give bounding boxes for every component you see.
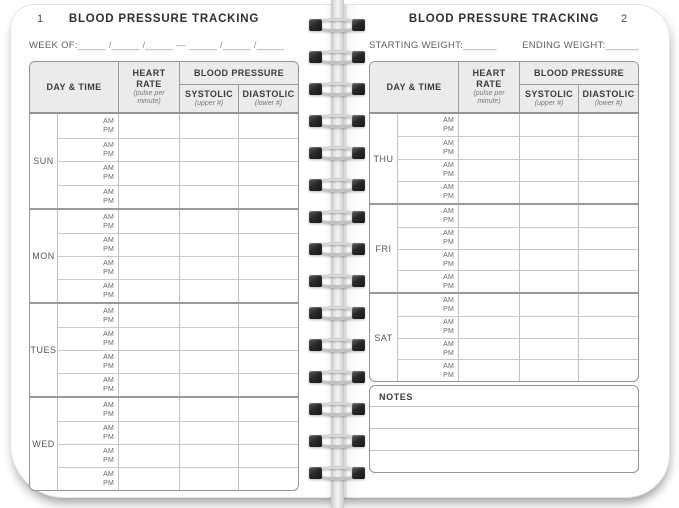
systolic-entry-cell	[519, 181, 578, 203]
day-row-mon	[30, 208, 298, 302]
punch-hole-right	[352, 339, 365, 351]
notes-lines	[370, 406, 638, 472]
ending-weight-label: ENDING WEIGHT:	[522, 40, 606, 51]
diastolic-entry-cell	[238, 467, 298, 490]
systolic-entry-cell	[519, 227, 578, 249]
ampm-time-cell	[57, 161, 118, 185]
am-label: AM	[103, 377, 114, 384]
systolic-entry-cell	[179, 444, 238, 467]
diastolic-entry-cell	[578, 159, 638, 181]
am-label: AM	[103, 117, 114, 125]
notes-ruled-line	[370, 428, 638, 450]
diastolic-entry-cell	[238, 421, 298, 444]
ampm-time-cell	[397, 316, 458, 338]
systolic-entry-cell	[519, 338, 578, 360]
ampm-time-cell	[397, 159, 458, 181]
diastolic-entry-cell	[578, 316, 638, 338]
diastolic-entry-cell	[238, 256, 298, 279]
am-label: AM	[443, 162, 454, 170]
punch-hole-left	[309, 371, 322, 383]
ampm-time-cell	[57, 279, 118, 302]
systolic-entry-cell	[179, 304, 238, 327]
day-time-label: DAY & TIME	[386, 81, 442, 92]
notes-ruled-line	[370, 406, 638, 428]
column-header-blood-pressure	[179, 62, 298, 85]
pm-label: PM	[443, 282, 454, 290]
systolic-entry-cell	[179, 279, 238, 302]
diastolic-entry-cell	[578, 359, 638, 381]
pm-label: PM	[103, 222, 114, 230]
pm-label: PM	[103, 292, 114, 299]
diastolic-entry-cell	[238, 233, 298, 256]
am-label: AM	[443, 362, 454, 370]
heart-rate-entry-cell	[118, 233, 179, 256]
column-header-diastolic	[578, 85, 638, 112]
diastolic-entry-cell	[578, 227, 638, 249]
heart-rate-entry-cell	[458, 338, 519, 360]
pm-label: PM	[443, 171, 454, 179]
table-body-left	[30, 114, 298, 490]
page-number-right: 2	[621, 13, 628, 25]
am-label: AM	[443, 230, 454, 238]
ampm-time-cell	[57, 350, 118, 373]
am-label: AM	[103, 448, 114, 455]
ampm-time-cell	[397, 181, 458, 203]
punch-hole-right	[352, 83, 365, 95]
am-label: AM	[103, 283, 114, 290]
ampm-time-cell	[57, 233, 118, 256]
diastolic-entry-cell	[238, 210, 298, 233]
day-row-wed	[30, 396, 298, 490]
spiral-coil	[309, 402, 365, 417]
systolic-sublabel: (upper #)	[534, 100, 564, 108]
heart-rate-entry-cell	[118, 256, 179, 279]
spiral-coil	[309, 18, 365, 33]
ampm-time-cell	[397, 338, 458, 360]
pm-label: PM	[103, 410, 114, 418]
am-label: AM	[443, 117, 454, 125]
pm-label: PM	[443, 328, 454, 336]
diastolic-label: DIASTOLIC	[582, 88, 635, 99]
systolic-entry-cell	[179, 233, 238, 256]
blood-pressure-label: BLOOD PRESSURE	[533, 67, 625, 78]
pm-label: PM	[103, 457, 114, 464]
punch-hole-left	[309, 83, 322, 95]
diastolic-entry-cell	[238, 327, 298, 350]
heart-rate-entry-cell	[458, 359, 519, 381]
day-label: WED	[32, 439, 55, 449]
diastolic-entry-cell	[578, 114, 638, 136]
punch-hole-right	[352, 115, 365, 127]
day-row-tues	[30, 302, 298, 396]
am-label: AM	[103, 425, 114, 432]
week-of-line	[29, 40, 299, 54]
pm-label: PM	[443, 260, 454, 268]
ampm-time-cell	[397, 294, 458, 316]
table-header	[370, 62, 638, 114]
ampm-time-cell	[57, 138, 118, 162]
diastolic-entry-cell	[578, 294, 638, 316]
ampm-time-cell	[57, 444, 118, 467]
systolic-entry-cell	[179, 210, 238, 233]
ampm-time-cell	[57, 304, 118, 327]
am-label: AM	[443, 251, 454, 259]
spiral-coil	[309, 210, 365, 225]
heart-rate-entry-cell	[458, 227, 519, 249]
pm-label: PM	[443, 193, 454, 201]
heart-rate-entry-cell	[118, 421, 179, 444]
am-label: AM	[103, 213, 114, 221]
punch-hole-left	[309, 147, 322, 159]
pm-label: PM	[103, 174, 114, 182]
diastolic-entry-cell	[238, 304, 298, 327]
diastolic-entry-cell	[578, 249, 638, 271]
diastolic-entry-cell	[238, 279, 298, 302]
page-title-right: BLOOD PRESSURE TRACKING	[408, 13, 600, 25]
diastolic-entry-cell	[238, 185, 298, 209]
systolic-entry-cell	[179, 256, 238, 279]
right-page	[341, 5, 671, 499]
spiral-coil	[309, 146, 365, 161]
diastolic-entry-cell	[578, 205, 638, 227]
pm-label: PM	[103, 316, 114, 324]
systolic-entry-cell	[179, 467, 238, 490]
heart-rate-entry-cell	[118, 467, 179, 490]
punch-hole-right	[352, 211, 365, 223]
ampm-time-cell	[397, 359, 458, 381]
heart-rate-entry-cell	[118, 350, 179, 373]
am-label: AM	[443, 296, 454, 304]
day-label: THU	[373, 153, 394, 164]
systolic-entry-cell	[179, 421, 238, 444]
am-label: AM	[443, 319, 454, 327]
ampm-time-cell	[57, 373, 118, 396]
spiral-coil	[309, 242, 365, 257]
heart-rate-label: HEART RATE	[132, 68, 166, 89]
diastolic-entry-cell	[238, 373, 298, 396]
diastolic-sublabel: (lower #)	[254, 100, 283, 108]
ending-weight-blank: ______	[605, 40, 639, 51]
ampm-time-cell	[57, 398, 118, 421]
punch-hole-right	[352, 371, 365, 383]
day-row-thu	[370, 114, 638, 203]
spiral-coil	[309, 114, 365, 129]
ampm-time-cell	[57, 256, 118, 279]
punch-hole-left	[309, 403, 322, 415]
heart-rate-label: HEART RATE	[472, 68, 506, 89]
heart-rate-entry-cell	[458, 159, 519, 181]
systolic-entry-cell	[179, 185, 238, 209]
day-row-fri	[370, 203, 638, 292]
am-label: AM	[443, 273, 454, 281]
ampm-time-cell	[397, 205, 458, 227]
punch-hole-left	[309, 179, 322, 191]
diastolic-entry-cell	[238, 398, 298, 421]
heart-rate-entry-cell	[118, 185, 179, 209]
punch-hole-left	[309, 307, 322, 319]
am-label: AM	[443, 340, 454, 348]
heart-rate-entry-cell	[118, 304, 179, 327]
blood-pressure-label: BLOOD PRESSURE	[193, 67, 285, 78]
spiral-coil	[309, 178, 365, 193]
ampm-time-cell	[57, 327, 118, 350]
ampm-time-cell	[57, 185, 118, 209]
am-label: AM	[103, 307, 114, 315]
notes-ruled-line	[370, 450, 638, 472]
diastolic-entry-cell	[578, 270, 638, 292]
am-label: AM	[103, 260, 114, 267]
diastolic-entry-cell	[578, 181, 638, 203]
notes-label: NOTES	[379, 392, 414, 402]
spiral-coil	[309, 338, 365, 353]
heart-rate-entry-cell	[458, 270, 519, 292]
ampm-time-cell	[57, 421, 118, 444]
systolic-sublabel: (upper #)	[194, 100, 224, 108]
pm-label: PM	[443, 349, 454, 357]
punch-hole-right	[352, 435, 365, 447]
am-label: AM	[103, 471, 114, 478]
tracking-table-left	[29, 61, 299, 491]
day-label: MON	[32, 251, 55, 261]
heart-rate-entry-cell	[118, 373, 179, 396]
pm-label: PM	[103, 363, 114, 370]
diastolic-entry-cell	[238, 138, 298, 162]
heart-rate-entry-cell	[118, 114, 179, 138]
pm-label: PM	[103, 386, 114, 393]
am-label: AM	[103, 188, 114, 196]
punch-hole-right	[352, 179, 365, 191]
punch-hole-left	[309, 19, 322, 31]
punch-hole-right	[352, 243, 365, 255]
diastolic-label: DIASTOLIC	[242, 88, 295, 99]
am-label: AM	[103, 401, 114, 409]
tracking-table-right	[369, 61, 639, 382]
pm-label: PM	[443, 239, 454, 247]
left-page	[11, 5, 341, 499]
column-header-blood-pressure	[519, 62, 638, 85]
heart-rate-entry-cell	[118, 161, 179, 185]
spiral-coil	[309, 82, 365, 97]
am-label: AM	[443, 184, 454, 192]
pm-label: PM	[103, 246, 114, 253]
day-label: SUN	[33, 156, 54, 166]
heart-rate-entry-cell	[118, 210, 179, 233]
pm-label: PM	[103, 340, 114, 347]
day-label: TUES	[30, 345, 57, 355]
heart-rate-entry-cell	[118, 398, 179, 421]
ampm-time-cell	[397, 114, 458, 136]
heart-rate-sublabel: (pulse per minute)	[133, 90, 165, 105]
starting-weight-label: STARTING WEIGHT:	[369, 40, 464, 51]
day-row-sat	[370, 292, 638, 381]
diastolic-entry-cell	[238, 350, 298, 373]
heart-rate-entry-cell	[118, 444, 179, 467]
diastolic-sublabel: (lower #)	[594, 100, 623, 108]
punch-hole-left	[309, 211, 322, 223]
systolic-entry-cell	[179, 114, 238, 138]
systolic-entry-cell	[179, 350, 238, 373]
heart-rate-entry-cell	[458, 294, 519, 316]
day-row-sun	[30, 114, 298, 208]
punch-hole-left	[309, 339, 322, 351]
punch-hole-right	[352, 147, 365, 159]
punch-hole-left	[309, 115, 322, 127]
systolic-entry-cell	[519, 136, 578, 158]
systolic-entry-cell	[519, 270, 578, 292]
punch-hole-left	[309, 275, 322, 287]
systolic-entry-cell	[179, 161, 238, 185]
am-label: AM	[103, 165, 114, 173]
day-label: FRI	[375, 243, 392, 254]
punch-hole-right	[352, 19, 365, 31]
am-label: AM	[103, 141, 114, 149]
pm-label: PM	[103, 480, 114, 487]
diastolic-entry-cell	[238, 161, 298, 185]
ampm-time-cell	[57, 210, 118, 233]
diastolic-entry-cell	[578, 338, 638, 360]
am-label: AM	[443, 139, 454, 147]
page-number-left: 1	[37, 13, 44, 25]
heart-rate-entry-cell	[118, 138, 179, 162]
ampm-time-cell	[397, 227, 458, 249]
pm-label: PM	[103, 269, 114, 276]
spiral-coil	[309, 50, 365, 65]
column-header-systolic	[179, 85, 238, 112]
spiral-coil	[309, 370, 365, 385]
systolic-entry-cell	[519, 114, 578, 136]
pm-label: PM	[443, 126, 454, 134]
spiral-coil	[309, 274, 365, 289]
heart-rate-entry-cell	[458, 249, 519, 271]
systolic-entry-cell	[179, 373, 238, 396]
pm-label: PM	[443, 216, 454, 224]
pm-label: PM	[443, 371, 454, 379]
column-header-day-time	[30, 62, 118, 112]
pm-label: PM	[443, 305, 454, 313]
pm-label: PM	[103, 197, 114, 205]
notes-section	[369, 385, 639, 473]
am-label: AM	[443, 207, 454, 215]
punch-hole-right	[352, 307, 365, 319]
column-header-heart-rate	[118, 62, 179, 112]
spiral-coil	[309, 306, 365, 321]
ampm-time-cell	[397, 270, 458, 292]
heart-rate-entry-cell	[458, 181, 519, 203]
systolic-label: SYSTOLIC	[184, 88, 234, 99]
page-title-left: BLOOD PRESSURE TRACKING	[68, 13, 260, 25]
week-of-label: WEEK OF:	[29, 40, 78, 51]
starting-weight-blank: ______	[463, 40, 497, 51]
systolic-entry-cell	[179, 327, 238, 350]
am-label: AM	[103, 331, 114, 338]
punch-hole-left	[309, 51, 322, 63]
systolic-entry-cell	[519, 359, 578, 381]
punch-hole-right	[352, 275, 365, 287]
ampm-time-cell	[397, 249, 458, 271]
table-body-right	[370, 114, 638, 381]
ampm-time-cell	[57, 114, 118, 138]
pm-label: PM	[103, 434, 114, 441]
heart-rate-entry-cell	[458, 114, 519, 136]
heart-rate-entry-cell	[458, 205, 519, 227]
pm-label: PM	[103, 126, 114, 134]
heart-rate-sublabel: (pulse per minute)	[473, 90, 505, 105]
systolic-entry-cell	[519, 316, 578, 338]
column-header-day-time	[370, 62, 458, 112]
heart-rate-entry-cell	[118, 327, 179, 350]
ending-weight	[522, 40, 639, 54]
punch-hole-left	[309, 467, 322, 479]
punch-hole-right	[352, 467, 365, 479]
systolic-label: SYSTOLIC	[524, 88, 574, 99]
ampm-time-cell	[57, 467, 118, 490]
diastolic-entry-cell	[238, 444, 298, 467]
pm-label: PM	[443, 148, 454, 156]
punch-hole-left	[309, 243, 322, 255]
am-label: AM	[103, 354, 114, 361]
table-header	[30, 62, 298, 114]
column-header-systolic	[519, 85, 578, 112]
systolic-entry-cell	[519, 205, 578, 227]
starting-weight	[369, 40, 497, 54]
punch-hole-left	[309, 435, 322, 447]
punch-hole-right	[352, 51, 365, 63]
day-time-label: DAY & TIME	[46, 81, 102, 92]
column-header-heart-rate	[458, 62, 519, 112]
weights-line	[369, 40, 639, 54]
systolic-entry-cell	[519, 159, 578, 181]
column-header-diastolic	[238, 85, 298, 112]
systolic-entry-cell	[179, 138, 238, 162]
pm-label: PM	[103, 150, 114, 158]
systolic-entry-cell	[519, 249, 578, 271]
day-label: SAT	[374, 332, 393, 343]
systolic-entry-cell	[519, 294, 578, 316]
am-label: AM	[103, 237, 114, 244]
ampm-time-cell	[397, 136, 458, 158]
week-of-blanks: _____ /_____ /_____ — _____ /_____ /_____	[77, 40, 285, 51]
heart-rate-entry-cell	[458, 316, 519, 338]
heart-rate-entry-cell	[118, 279, 179, 302]
systolic-entry-cell	[179, 398, 238, 421]
punch-hole-right	[352, 403, 365, 415]
diastolic-entry-cell	[238, 114, 298, 138]
diastolic-entry-cell	[578, 136, 638, 158]
spiral-coil	[309, 466, 365, 481]
heart-rate-entry-cell	[458, 136, 519, 158]
spiral-coil	[309, 434, 365, 449]
